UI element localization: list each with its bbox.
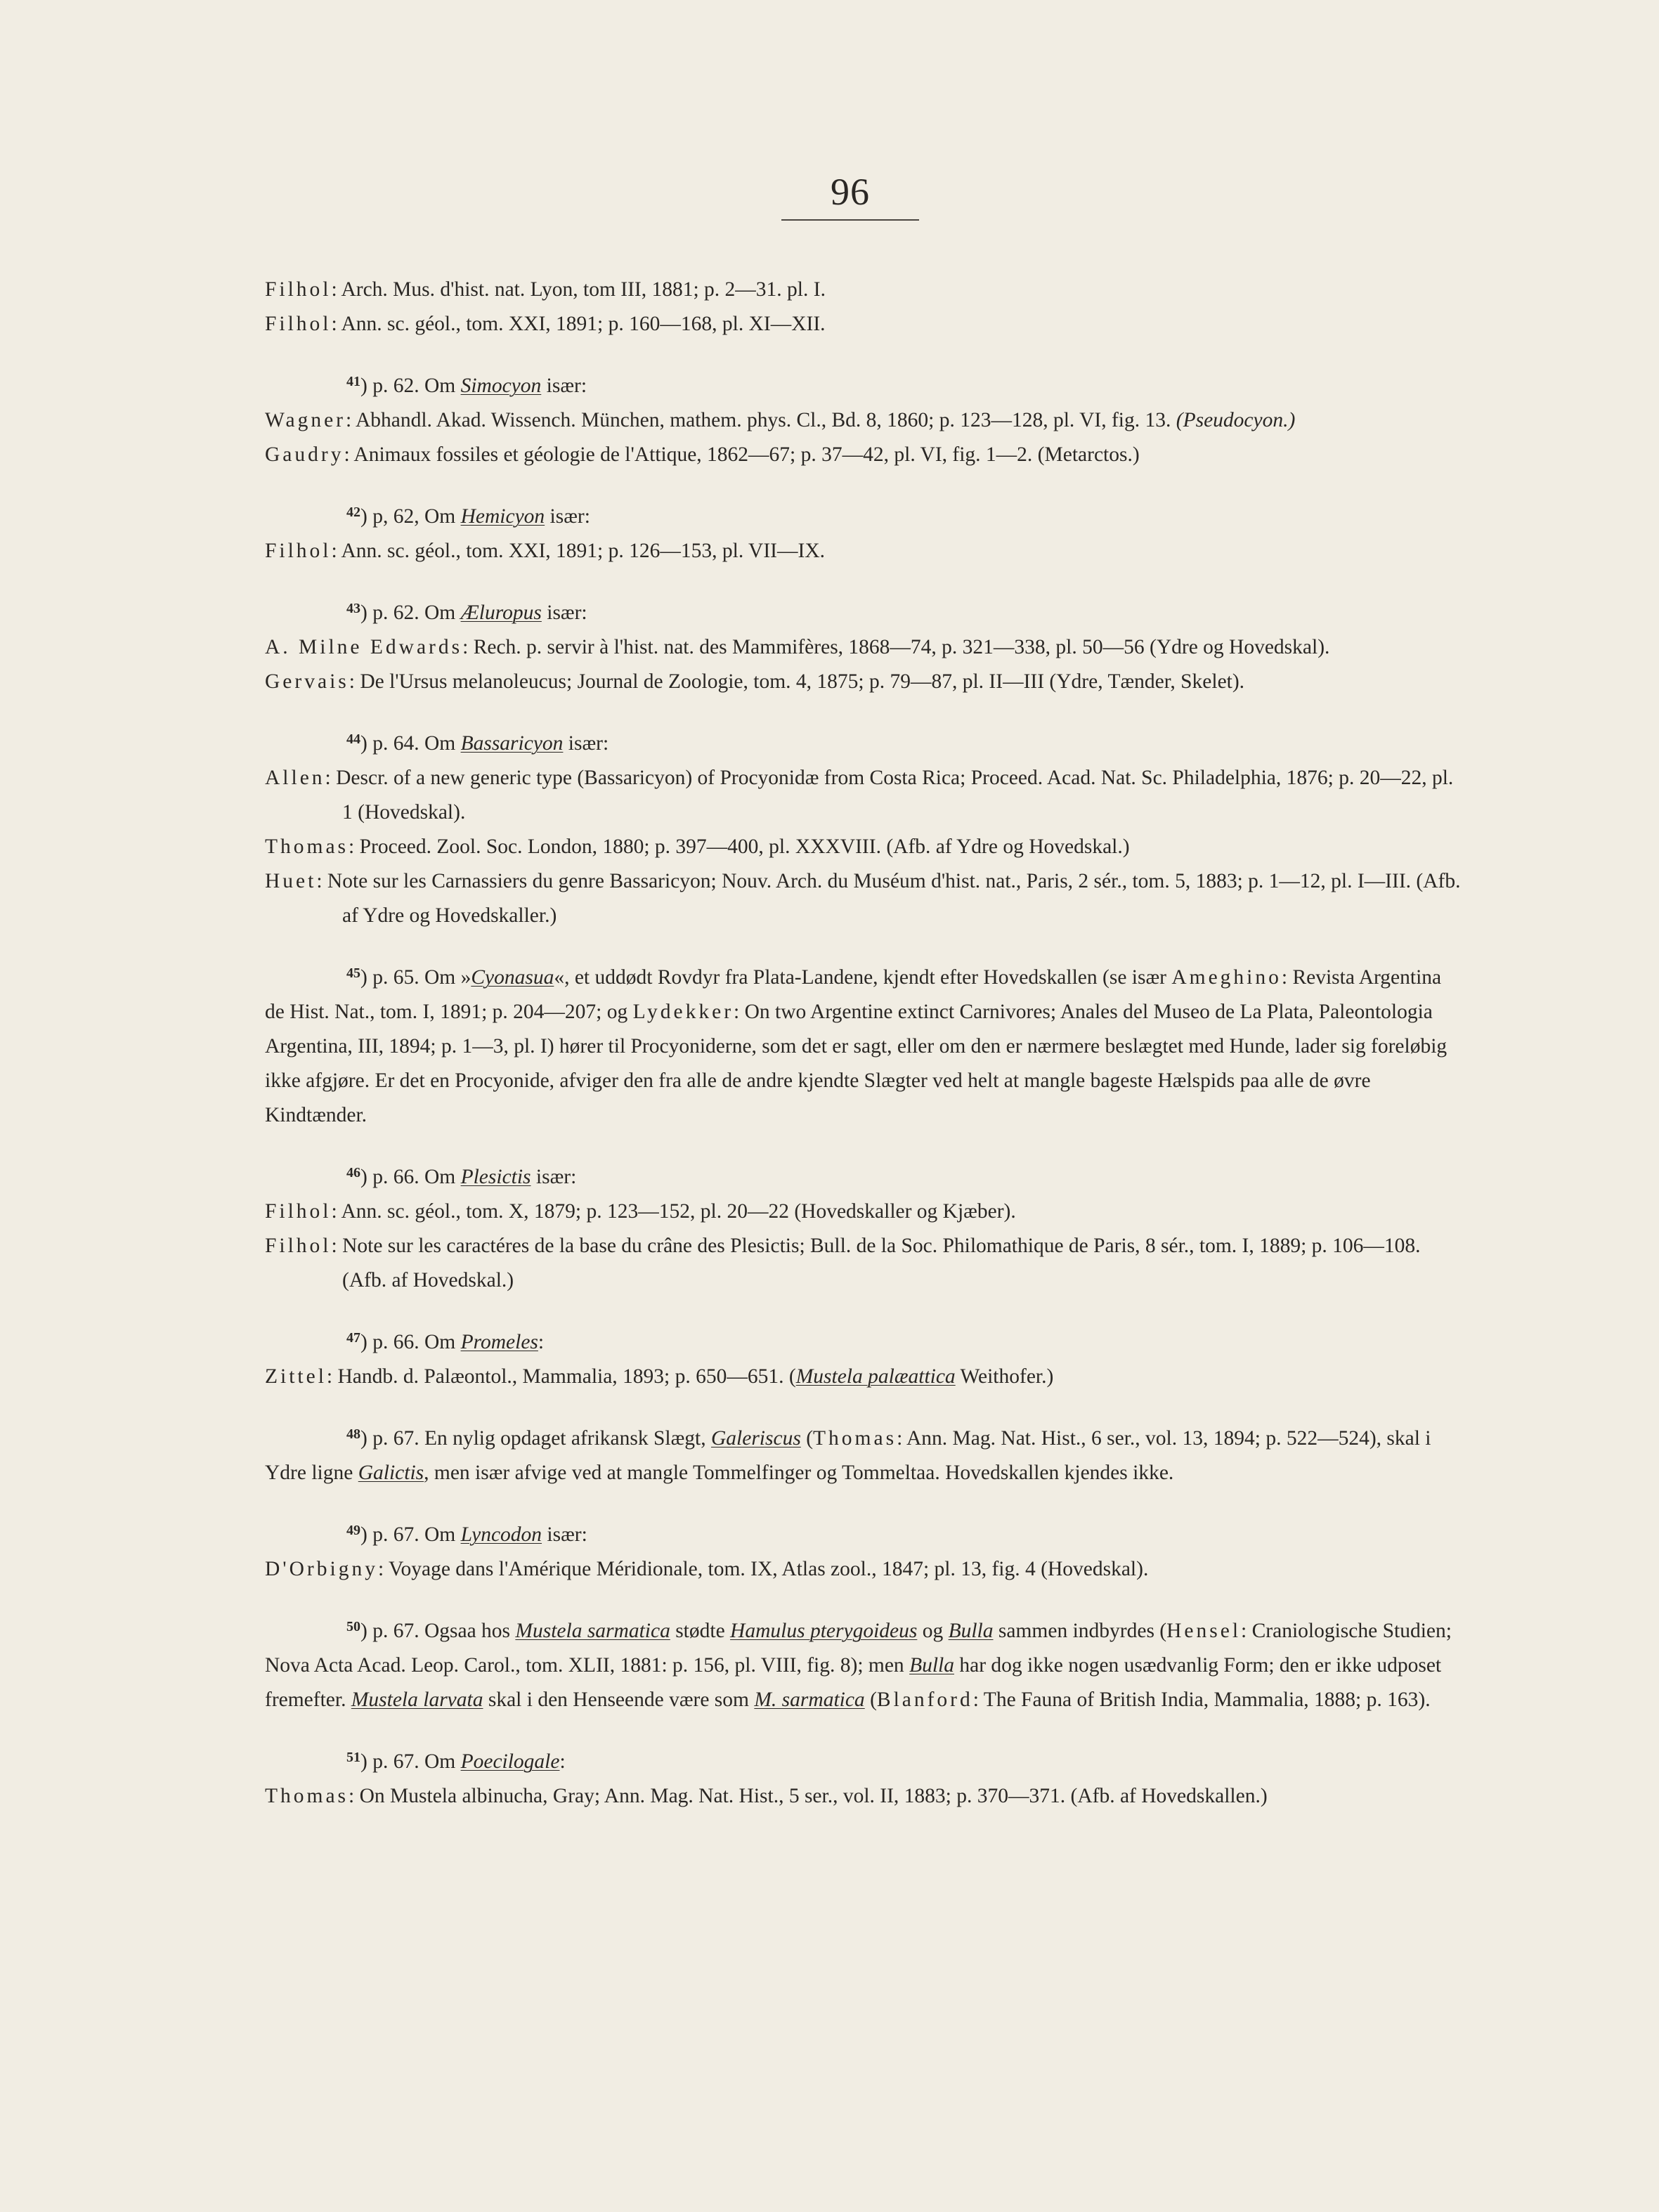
reference-entry <box>265 1195 1465 1229</box>
taxon-name: Simocyon <box>460 375 542 397</box>
footnote-heading-tail: især: <box>541 601 587 624</box>
footnote-48 <box>265 1421 1465 1490</box>
footnote-heading <box>265 727 1465 761</box>
reference-entry <box>265 1229 1465 1298</box>
reference-text: : Note sur les Carnassiers du genre Bassaricyon; Nouv. Arch. du Muséum d'hist. nat., Paris, 2 sér., tom. 5, 1883; p. 1—12, pl. I—III. (Afb. af Ydre og Hovedskaller.) <box>316 870 1461 927</box>
reference-entry <box>265 534 1465 568</box>
reference-text: : Arch. Mus. d'hist. nat. Lyon, tom III, 1881; p. 2—31. pl. I. <box>331 278 826 301</box>
reference-author: Huet <box>265 870 317 892</box>
taxon-name: Bassaricyon <box>460 732 564 755</box>
footnote-number: 45 <box>346 965 360 981</box>
footnote-number: 51 <box>346 1750 360 1765</box>
footnote-text: : Ann. Mag. Nat. Hist., 6 ser., vol. 13, 1894; p. 522—524), skal i Ydre ligne <box>265 1427 1431 1484</box>
reference-text: : De l'Ursus melanoleucus; Journal de Zoologie, tom. 4, 1875; p. 79—87, pl. II—III (Ydre, Tænder, Skelet). <box>349 670 1245 693</box>
footnote-number: 47 <box>346 1330 360 1346</box>
taxon-name: Æluropus <box>460 601 542 624</box>
taxon-name: M. sarmatica <box>754 1689 865 1711</box>
footnote-heading <box>265 596 1465 630</box>
footnote-page-ref: ) p. 66. Om <box>360 1166 461 1188</box>
taxon-name: Mustela palæattica <box>795 1365 956 1388</box>
footnote-heading <box>265 1518 1465 1552</box>
reference-text: : Note sur les caractéres de la base du crâne des Plesictis; Bull. de la Soc. Philomathique de Paris, 8 sér., tom. I, 1889; p. 106—108. (Afb. af Hovedskal.) <box>331 1235 1421 1292</box>
footnote-page-ref: ) p. 65. Om » <box>360 966 471 989</box>
reference-author: Filhol <box>265 540 332 562</box>
footnote-number: 46 <box>346 1165 360 1180</box>
footnote-number: 44 <box>346 731 360 747</box>
footnote-text: stødte <box>670 1620 731 1642</box>
footnote-heading <box>265 1745 1465 1779</box>
taxon-name: Mustela sarmatica <box>515 1620 670 1642</box>
footnote-41 <box>265 369 1465 472</box>
reference-author: Thomas <box>265 1785 349 1807</box>
footnote-heading <box>265 500 1465 534</box>
reference-text: : Ann. sc. géol., tom. X, 1879; p. 123—152, pl. 20—22 (Hovedskaller og Kjæber). <box>331 1200 1016 1223</box>
footnote-page-ref: ) p, 62, Om <box>360 505 461 528</box>
taxon-name: Promeles <box>460 1331 538 1353</box>
taxon-name: Galeriscus <box>710 1427 801 1450</box>
footnote-number: 49 <box>346 1523 360 1538</box>
reference-author: Lydekker <box>632 1001 734 1023</box>
footnote-text: «, et uddødt Rovdyr fra Plata-Landene, kjendt efter Hovedskallen (se især <box>554 966 1172 989</box>
reference-entry <box>265 630 1465 665</box>
reference-author: Filhol <box>265 278 332 301</box>
reference-tail: (Pseudocyon.) <box>1176 409 1296 431</box>
footnote-text: ( <box>800 1427 814 1450</box>
reference-entry <box>265 273 1465 307</box>
footnote-heading-tail: især: <box>531 1166 577 1188</box>
reference-entry <box>265 438 1465 472</box>
reference-entry <box>265 403 1465 438</box>
footnote-46 <box>265 1160 1465 1298</box>
footnote-50 <box>265 1614 1465 1717</box>
reference-text: : Animaux fossiles et géologie de l'Attique, 1862—67; p. 37—42, pl. VI, fig. 1—2. (Metarctos.) <box>344 443 1140 466</box>
page-number: 96 <box>831 171 870 213</box>
footnote-page-ref: ) p. 62. Om <box>360 375 461 397</box>
reference-author: Blanford <box>876 1689 973 1711</box>
footnote-page-ref: ) p. 67. Om <box>360 1523 461 1546</box>
taxon-name: Hemicyon <box>460 505 545 528</box>
reference-block-continued <box>265 273 1465 341</box>
footnote-44 <box>265 727 1465 933</box>
footnote-49 <box>265 1518 1465 1587</box>
footnote-42 <box>265 500 1465 568</box>
reference-entry <box>265 307 1465 341</box>
footnote-text: skal i den Henseende være som <box>483 1689 755 1711</box>
reference-author: Gervais <box>265 670 349 693</box>
taxon-name: Bulla <box>948 1620 994 1642</box>
footnote-heading-tail: : <box>559 1750 566 1773</box>
taxon-name: Hamulus pterygoideus <box>730 1620 918 1642</box>
taxon-name: Plesictis <box>460 1166 531 1188</box>
taxon-name: Cyonasua <box>471 966 554 989</box>
reference-author: A. Milne Edwards <box>265 636 463 658</box>
page-number-rule <box>781 219 919 221</box>
footnote-page-ref: ) p. 67. Om <box>360 1750 461 1773</box>
reference-text: : Proceed. Zool. Soc. London, 1880; p. 397—400, pl. XXXVIII. (Afb. af Ydre og Hovedskal.) <box>349 835 1130 858</box>
reference-text: : Voyage dans l'Amérique Méridionale, tom. IX, Atlas zool., 1847; pl. 13, fig. 4 (Hovedskal). <box>377 1558 1149 1580</box>
reference-text: : Ann. sc. géol., tom. XXI, 1891; p. 126—153, pl. VII—IX. <box>331 540 825 562</box>
reference-author: Thomas <box>265 835 349 858</box>
reference-author: Gaudry <box>265 443 344 466</box>
reference-entry <box>265 665 1465 699</box>
footnote-45 <box>265 961 1465 1133</box>
footnote-page-ref: ) p. 67. En nylig opdaget afrikansk Slægt, <box>360 1427 711 1450</box>
reference-author: Zittel <box>265 1365 327 1388</box>
footnote-number: 42 <box>346 505 360 520</box>
footnote-heading <box>265 369 1465 403</box>
reference-tail: Weithofer.) <box>955 1365 1054 1388</box>
reference-text: : Descr. of a new generic type (Bassaricyon) of Procyonidæ from Costa Rica; Proceed. Acad. Nat. Sc. Philadelphia, 1876; p. 20—22, pl. 1 (Hovedskal). <box>325 767 1454 824</box>
footnote-page-ref: ) p. 62. Om <box>360 601 461 624</box>
footnote-text: , men især afvige ved at mangle Tommelfinger og Tommeltaa. Hovedskallen kjendes ikke. <box>424 1462 1174 1484</box>
footnote-heading-tail: : <box>538 1331 545 1353</box>
footnote-heading-tail: især: <box>545 505 590 528</box>
footnote-number: 43 <box>346 601 360 616</box>
page-body <box>265 273 1465 1814</box>
reference-entry <box>265 761 1465 830</box>
reference-entry <box>265 864 1465 933</box>
footnote-number: 41 <box>346 374 360 389</box>
taxon-name: Lyncodon <box>460 1523 542 1546</box>
footnote-43 <box>265 596 1465 699</box>
footnote-text: ( <box>864 1689 877 1711</box>
footnote-text: sammen indbyrdes ( <box>993 1620 1167 1642</box>
footnote-text: : Craniologische Studien; Nova Acta Acad. Leop. Carol., tom. XLII, 1881: p. 156, pl. VIII, fig. 8); men <box>265 1620 1452 1677</box>
reference-author: Filhol <box>265 313 332 335</box>
footnote-text: : The Fauna of British India, Mammalia, 1888; p. 163). <box>972 1689 1431 1711</box>
footnote-heading <box>265 1160 1465 1195</box>
footnote-text: og <box>917 1620 949 1642</box>
footnote-number: 48 <box>346 1426 360 1442</box>
reference-author: Hensel <box>1166 1620 1242 1642</box>
footnote-51 <box>265 1745 1465 1814</box>
footnote-page-ref: ) p. 67. Ogsaa hos <box>360 1620 516 1642</box>
taxon-name: Poecilogale <box>460 1750 560 1773</box>
footnote-heading-tail: især: <box>563 732 609 755</box>
reference-author: Filhol <box>265 1235 332 1257</box>
footnote-text: har dog ikke nogen usædvanlig Form; den er ikke udposet fremefter. <box>265 1654 1442 1711</box>
footnote-page-ref: ) p. 66. Om <box>360 1331 461 1353</box>
reference-text: : Abhandl. Akad. Wissench. München, mathem. phys. Cl., Bd. 8, 1860; p. 123—128, pl. VI, fig. 13. <box>346 409 1171 431</box>
footnote-text: : Revista Argentina de Hist. Nat., tom. I, 1891; p. 204—207; og <box>265 966 1442 1023</box>
reference-entry <box>265 1360 1465 1394</box>
footnote-heading-tail: især: <box>542 1523 587 1546</box>
reference-author: Thomas <box>813 1427 897 1450</box>
reference-text: : On Mustela albinucha, Gray; Ann. Mag. Nat. Hist., 5 ser., vol. II, 1883; p. 370—371. (Afb. af Hovedskallen.) <box>349 1785 1268 1807</box>
footnote-heading-tail: især: <box>541 375 587 397</box>
taxon-name: Bulla <box>909 1654 954 1677</box>
taxon-name: Galictis <box>358 1462 424 1484</box>
reference-author: Filhol <box>265 1200 332 1223</box>
footnote-page-ref: ) p. 64. Om <box>360 732 461 755</box>
reference-entry <box>265 1779 1465 1814</box>
reference-entry <box>265 1552 1465 1587</box>
reference-text: : Rech. p. servir à l'hist. nat. des Mammifères, 1868—74, p. 321—338, pl. 50—56 (Ydre og Hovedskal). <box>462 636 1330 658</box>
footnote-47 <box>265 1325 1465 1394</box>
reference-author: Wagner <box>265 409 346 431</box>
footnote-heading <box>265 1325 1465 1360</box>
footnote-text: : On two Argentine extinct Carnivores; Anales del Museo de La Plata, Paleontologia Argentina, III, 1894; p. 1—3, pl. I) hører til Procyoniderne, som det er sagt, eller om den er nærmere beslægtet med Hunde, lader sig foreløbig ikke afgjøre. Er det en Procyonide, afviger den fra alle de andre kjendte Slægter ved helt at mangle bageste Hælspids paa alle de øvre Kindtænder. <box>265 1001 1447 1126</box>
reference-text: : Ann. sc. géol., tom. XXI, 1891; p. 160—168, pl. XI—XII. <box>331 313 826 335</box>
taxon-name: Mustela larvata <box>351 1689 483 1711</box>
footnote-number: 50 <box>346 1619 360 1634</box>
reference-entry <box>265 830 1465 864</box>
reference-author: Ameghino <box>1171 966 1282 989</box>
reference-author: Allen <box>265 767 325 789</box>
reference-text: : Handb. d. Palæontol., Mammalia, 1893; p. 650—651. ( <box>326 1365 796 1388</box>
reference-author: D'Orbigny <box>265 1558 378 1580</box>
